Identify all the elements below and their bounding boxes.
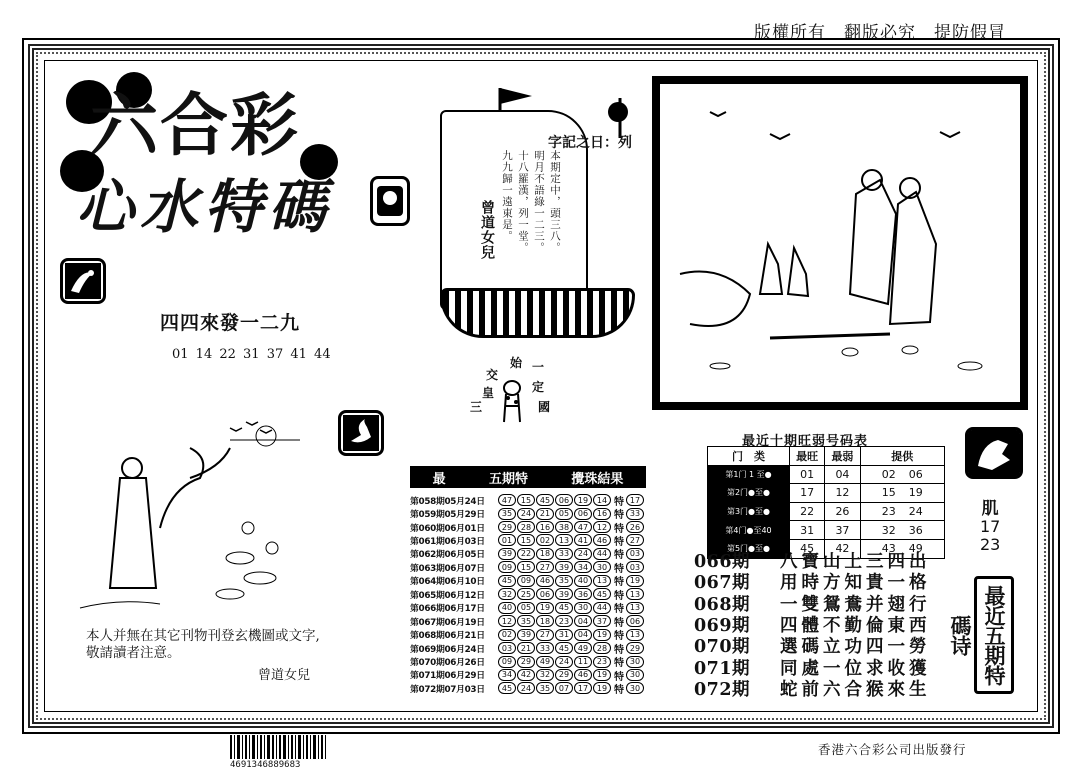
page-title: 六合彩 (90, 86, 301, 166)
swan-icon (338, 410, 384, 456)
rank-give-number: 43 (881, 542, 896, 556)
special-label: 特 (614, 604, 624, 616)
result-ball: 45 (593, 588, 611, 600)
fan-icon (370, 176, 410, 226)
result-ball: 33 (536, 642, 554, 654)
result-ball: 13 (555, 534, 573, 546)
result-period: 第059期05月29日 (410, 510, 485, 521)
special-label: 特 (614, 510, 624, 522)
result-ball: 01 (498, 534, 516, 546)
prediction-row (694, 655, 954, 679)
result-ball: 35 (536, 682, 554, 694)
result-period: 第071期06月29日 (410, 671, 485, 682)
rank-give-number: 24 (908, 505, 923, 519)
result-ball: 24 (517, 508, 535, 520)
prediction-row (694, 569, 954, 594)
rank-header: 最弱 (825, 447, 860, 466)
rank-category: 第1门 1 至● (708, 465, 790, 484)
result-ball: 46 (593, 534, 611, 546)
result-ball: 40 (574, 575, 592, 587)
result-period: 第072期07月03日 (410, 684, 485, 695)
result-ball: 39 (517, 629, 535, 641)
result-row (410, 574, 645, 588)
result-row (410, 547, 645, 561)
special-label: 特 (614, 590, 624, 602)
result-ball: 49 (574, 642, 592, 654)
results-title (410, 466, 646, 488)
prediction-verse: 選碼立功四一勞 (780, 637, 931, 658)
special-ball: 30 (626, 669, 644, 681)
notice-signature: 曾道女兒 (258, 668, 311, 683)
dog-char: 始 (510, 356, 523, 370)
prediction-verse: 四體不勤倫東西 (780, 615, 931, 636)
result-ball: 04 (574, 615, 592, 627)
rank-cold: 04 (825, 465, 860, 484)
result-period: 第069期06月24日 (410, 644, 485, 655)
result-ball: 24 (574, 548, 592, 560)
rank-cold: 42 (825, 539, 860, 558)
rank-give (860, 521, 944, 540)
result-ball: 32 (498, 588, 516, 600)
result-ball: 45 (536, 494, 554, 506)
barcode-number: 4691346889683 (230, 760, 301, 770)
result-row (410, 628, 645, 642)
sail-verse: 十八羅漢，列一堂。 (517, 150, 529, 254)
sail-verses (500, 150, 562, 254)
result-ball: 46 (536, 575, 554, 587)
result-period: 第067期06月19日 (410, 617, 485, 628)
result-ball: 35 (517, 615, 535, 627)
result-row (410, 533, 645, 547)
result-ball: 47 (498, 494, 516, 506)
rank-hot: 01 (790, 465, 825, 484)
poem-banner: 最近五期特碼诗 (974, 576, 1014, 694)
rank-give-number: 49 (908, 542, 923, 556)
result-ball: 19 (574, 494, 592, 506)
result-row (410, 520, 645, 534)
special-ball: 03 (626, 548, 644, 560)
dog-char: 皇 (482, 386, 495, 400)
prediction-verse: 蛇前六合猴來生 (780, 679, 931, 700)
result-ball: 27 (536, 629, 554, 641)
rank-cold: 26 (825, 502, 860, 521)
result-ball: 42 (517, 669, 535, 681)
result-ball: 06 (536, 588, 554, 600)
result-period: 第066期06月17日 (410, 604, 485, 615)
result-ball: 46 (574, 669, 592, 681)
result-ball: 23 (593, 656, 611, 668)
result-ball: 09 (498, 656, 516, 668)
result-row (410, 681, 645, 695)
result-row (410, 587, 645, 601)
prediction-row (694, 633, 954, 658)
rank-category: 第2门●至● (708, 484, 790, 503)
result-ball: 05 (517, 602, 535, 614)
rank-give-number: 02 (881, 467, 896, 481)
result-ball: 02 (498, 629, 516, 641)
result-ball: 45 (498, 682, 516, 694)
special-ball: 06 (626, 615, 644, 627)
numbers-line: 01 14 22 31 37 41 44 (172, 347, 331, 362)
hand-icon (965, 427, 1023, 479)
side-number: 17 (980, 517, 1001, 536)
publisher: 香港六合彩公司出版發行 (818, 742, 967, 757)
result-ball: 44 (593, 548, 611, 560)
result-ball: 11 (574, 656, 592, 668)
rank-category: 第3门●至● (708, 502, 790, 521)
special-ball: 30 (626, 682, 644, 694)
result-period: 第068期06月21日 (410, 631, 485, 642)
special-ball: 13 (626, 629, 644, 641)
rank-cold: 12 (825, 484, 860, 503)
result-ball: 34 (574, 561, 592, 573)
result-ball: 14 (593, 494, 611, 506)
result-ball: 04 (574, 629, 592, 641)
lady-scene-illustration (60, 408, 360, 618)
sail-verse: 九九歸一遠東是。 (501, 150, 513, 242)
special-label: 特 (614, 617, 624, 629)
rank-give (860, 484, 944, 503)
notice-body: 本人并無在其它刊物刊登玄機圖或文字, 敬請讀者注意。 (86, 628, 320, 661)
result-period: 第070期06月26日 (410, 658, 485, 669)
prediction-period: 071期 (694, 658, 751, 679)
result-ball: 49 (536, 656, 554, 668)
rank-give (860, 502, 944, 521)
result-ball: 03 (498, 642, 516, 654)
result-period: 第060期06月01日 (410, 523, 485, 534)
result-ball: 19 (593, 629, 611, 641)
result-ball: 06 (555, 494, 573, 506)
sail-heading: 字記之日：列 (548, 135, 632, 151)
side-number: 23 (980, 535, 1001, 554)
result-ball: 19 (593, 682, 611, 694)
prediction-row (694, 591, 954, 615)
rank-table-title: 最近十期旺弱号码表 (742, 434, 869, 449)
result-ball: 30 (593, 561, 611, 573)
result-ball: 06 (574, 508, 592, 520)
result-ball: 37 (593, 615, 611, 627)
result-ball: 45 (555, 602, 573, 614)
dog-char: 國 (538, 400, 551, 414)
dog-icon (494, 376, 530, 432)
rank-give-number: 15 (881, 486, 896, 500)
special-ball: 26 (626, 521, 644, 533)
result-ball: 21 (517, 642, 535, 654)
result-ball: 34 (498, 669, 516, 681)
rank-hot: 45 (790, 539, 825, 558)
special-label: 特 (614, 684, 624, 696)
special-ball: 17 (626, 494, 644, 506)
prediction-period: 070期 (694, 637, 751, 658)
result-ball: 47 (574, 521, 592, 533)
result-ball: 16 (593, 508, 611, 520)
result-ball: 39 (555, 588, 573, 600)
result-ball: 13 (593, 575, 611, 587)
special-label: 特 (614, 577, 624, 589)
result-ball: 09 (498, 561, 516, 573)
result-ball: 02 (536, 534, 554, 546)
rank-table (707, 446, 945, 559)
result-ball: 15 (517, 561, 535, 573)
result-ball: 28 (517, 521, 535, 533)
notice-text (86, 628, 320, 662)
prediction-verse: 用時方知貴一格 (780, 573, 931, 594)
rank-header: 门 类 (708, 447, 790, 466)
rank-give-number: 06 (908, 467, 923, 481)
rank-hot: 17 (790, 484, 825, 503)
rank-give-number: 36 (908, 523, 923, 537)
result-row (410, 654, 645, 668)
special-label: 特 (614, 563, 624, 575)
result-ball: 15 (517, 494, 535, 506)
result-ball: 45 (498, 575, 516, 587)
result-row (410, 614, 645, 628)
result-ball: 39 (498, 548, 516, 560)
crane-icon (60, 258, 106, 304)
result-ball: 25 (517, 588, 535, 600)
prediction-period: 069期 (694, 615, 751, 636)
copyright-notice: 版權所有 翻版必究 提防假冒 (750, 18, 1010, 46)
result-period: 第065期06月12日 (410, 590, 485, 601)
special-label: 特 (614, 658, 624, 670)
result-ball: 40 (498, 602, 516, 614)
result-period: 第063期06月07日 (410, 563, 485, 574)
side-numbers (980, 500, 1000, 554)
rank-row (708, 484, 945, 503)
rank-hot: 31 (790, 521, 825, 540)
special-ball: 19 (626, 575, 644, 587)
special-label: 特 (614, 644, 624, 656)
slogan: 四四來發一二九 (160, 312, 301, 334)
dog-char: 一 (532, 360, 545, 374)
prediction-period: 066期 (694, 552, 751, 572)
result-ball: 24 (555, 656, 573, 668)
dog-char: 三 (470, 400, 483, 414)
result-period: 第058期05月24日 (410, 496, 485, 507)
prediction-verse: 同處一位求收獲 (780, 658, 931, 679)
rank-category: 第5门●至● (708, 539, 790, 558)
result-ball: 22 (517, 548, 535, 560)
result-ball: 35 (498, 508, 516, 520)
result-ball: 29 (498, 521, 516, 533)
special-ball: 13 (626, 602, 644, 614)
rank-cold: 37 (825, 521, 860, 540)
special-ball: 03 (626, 561, 644, 573)
results-title-part: 五期特 (488, 471, 528, 487)
result-ball: 35 (555, 575, 573, 587)
rank-row (708, 521, 945, 540)
result-ball: 05 (555, 508, 573, 520)
special-label: 特 (614, 671, 624, 683)
result-row (410, 601, 645, 615)
sail-signature: 曾道女兒 (479, 200, 495, 260)
result-row (410, 641, 645, 655)
side-label: 肌 (981, 499, 999, 519)
rank-row (708, 502, 945, 521)
result-ball: 17 (574, 682, 592, 694)
special-label: 特 (614, 550, 624, 562)
result-ball: 12 (498, 615, 516, 627)
ship-hull (440, 288, 635, 338)
prediction-period: 072期 (694, 679, 751, 700)
result-ball: 39 (555, 561, 573, 573)
result-ball: 18 (536, 548, 554, 560)
dog-char: 定 (532, 380, 545, 394)
prediction-row (694, 548, 954, 572)
sail-verse: 本期定中，頭三八。 (549, 150, 561, 254)
rank-header: 最旺 (790, 447, 825, 466)
result-period: 第062期06月05日 (410, 550, 485, 561)
special-ball: 27 (626, 534, 644, 546)
prediction-period: 067期 (694, 573, 751, 594)
prediction-period: 068期 (694, 594, 751, 615)
special-label: 特 (614, 523, 624, 535)
results-title-part: 攪珠結果 (571, 471, 624, 487)
result-period: 第061期06月03日 (410, 536, 485, 547)
rank-header: 提供 (860, 447, 944, 466)
rank-give-number: 19 (908, 486, 923, 500)
result-ball: 28 (593, 642, 611, 654)
special-ball: 33 (626, 508, 644, 520)
result-row (410, 493, 645, 507)
result-ball: 44 (593, 602, 611, 614)
result-ball: 09 (517, 575, 535, 587)
result-ball: 23 (555, 615, 573, 627)
result-ball: 31 (555, 629, 573, 641)
result-row (410, 668, 645, 682)
result-ball: 18 (536, 615, 554, 627)
rank-give (860, 465, 944, 484)
result-ball: 30 (574, 602, 592, 614)
result-ball: 07 (555, 682, 573, 694)
result-row (410, 560, 645, 574)
result-ball: 41 (574, 534, 592, 546)
result-ball: 29 (555, 669, 573, 681)
special-label: 特 (614, 631, 624, 643)
special-ball: 29 (626, 642, 644, 654)
prediction-row (694, 612, 954, 636)
rank-hot: 22 (790, 502, 825, 521)
rank-row (708, 465, 945, 484)
result-ball: 19 (536, 602, 554, 614)
result-ball: 19 (593, 669, 611, 681)
rank-give-number: 32 (881, 523, 896, 537)
special-label: 特 (614, 537, 624, 548)
barcode-image (228, 735, 328, 763)
result-ball: 29 (517, 656, 535, 668)
prediction-row (694, 676, 954, 700)
page-subtitle: 心水特碼 (76, 173, 333, 241)
result-ball: 12 (593, 521, 611, 533)
sail-verse: 明月不語綠一二三。 (533, 150, 545, 254)
special-ball: 13 (626, 588, 644, 600)
rank-category: 第4门●至40 (708, 521, 790, 540)
result-ball: 15 (517, 534, 535, 546)
result-ball: 33 (555, 548, 573, 560)
prediction-verse: 八寶山上三四出 (780, 552, 931, 572)
result-ball: 21 (536, 508, 554, 520)
result-ball: 27 (536, 561, 554, 573)
result-ball: 32 (536, 669, 554, 681)
result-ball: 24 (517, 682, 535, 694)
special-label: 特 (614, 496, 624, 508)
dog-char: 交 (486, 368, 499, 382)
result-ball: 38 (555, 521, 573, 533)
special-ball: 30 (626, 656, 644, 668)
results-title-part: 最 (432, 471, 446, 487)
result-row (410, 506, 645, 520)
result-ball: 16 (536, 521, 554, 533)
landscape-picture (652, 76, 1028, 410)
rank-give-number: 23 (881, 505, 896, 519)
prediction-verse: 一雙鴛鴦并翅行 (780, 594, 931, 615)
result-period: 第064期06月10日 (410, 577, 485, 588)
result-ball: 36 (574, 588, 592, 600)
result-ball: 45 (555, 642, 573, 654)
